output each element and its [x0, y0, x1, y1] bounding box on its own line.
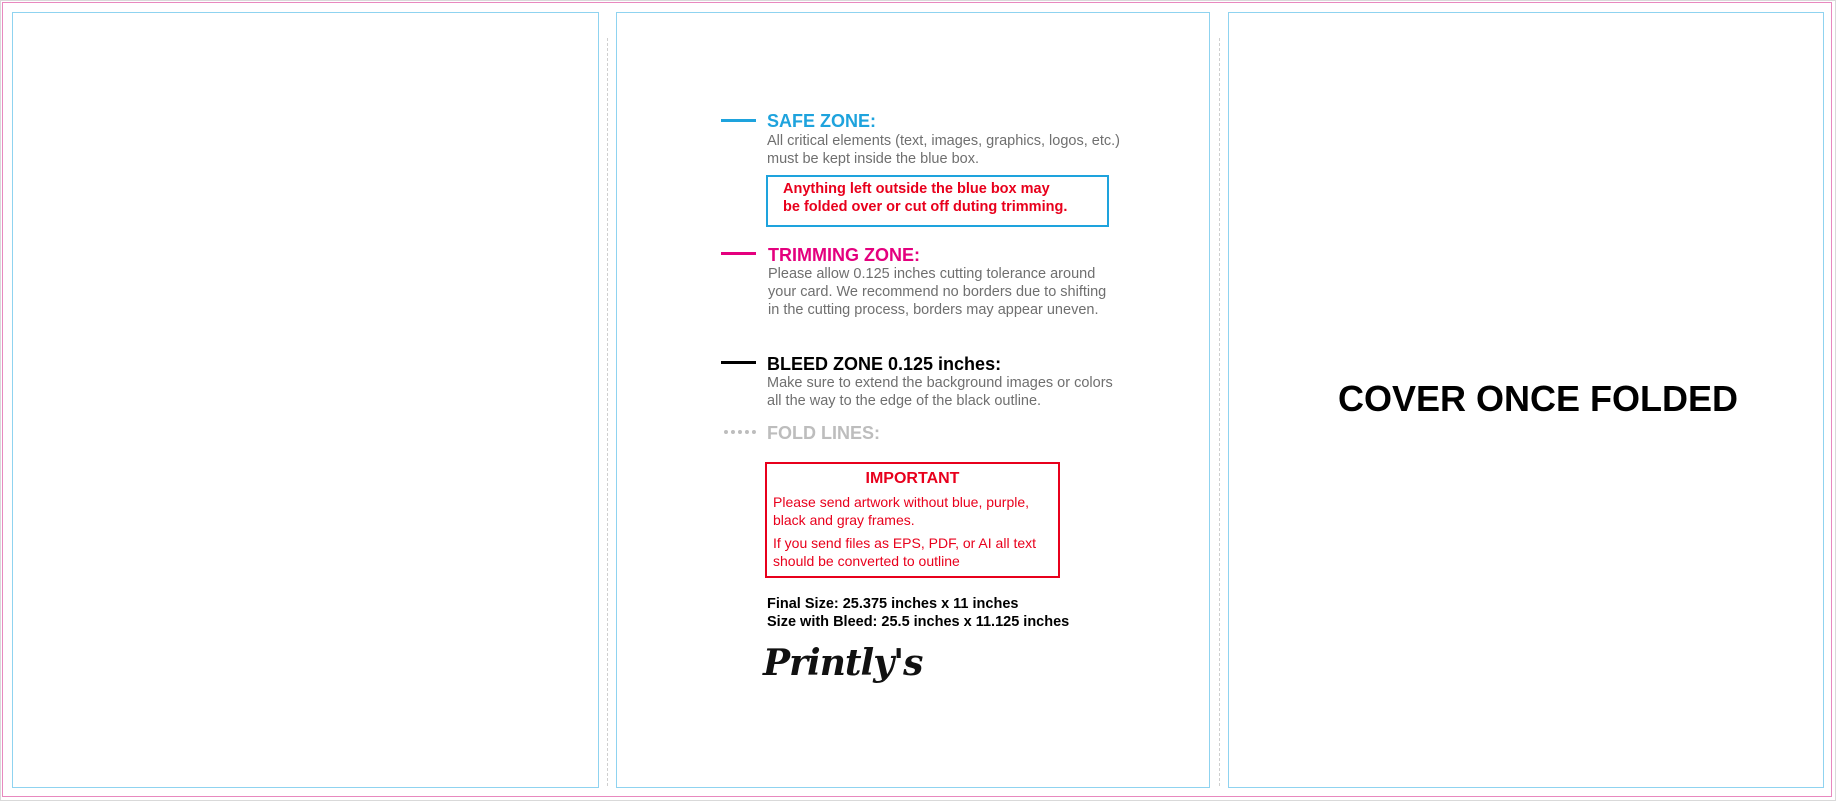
fold-lines-title: FOLD LINES:	[767, 423, 880, 443]
trimming-zone-title: TRIMMING ZONE:	[768, 245, 920, 265]
panel-left-safe-box	[12, 12, 599, 788]
trimming-zone-legend-line	[721, 252, 756, 255]
bleed-zone-line: Make sure to extend the background images or colors	[767, 375, 1113, 391]
fold-line-right	[1219, 38, 1220, 786]
safe-zone-line: must be kept inside the blue box.	[767, 151, 979, 167]
important-line: black and gray frames.	[773, 512, 915, 528]
safe-zone-legend-line	[721, 119, 756, 122]
important-box	[765, 462, 1060, 578]
trimming-zone-line: your card. We recommend no borders due to shifting	[768, 284, 1107, 300]
safe-zone-warning-box	[766, 175, 1109, 227]
important-line: If you send files as EPS, PDF, or AI all text	[773, 535, 1037, 551]
important-line: Please send artwork without blue, purple,	[773, 494, 1030, 510]
printlys-logo: Printly's	[763, 642, 923, 684]
important-title: IMPORTANT	[865, 470, 960, 487]
safe-zone-warning-line: be folded over or cut off duting trimming.	[783, 199, 1068, 215]
fold-line-left	[607, 38, 608, 786]
bleed-size: Size with Bleed: 25.5 inches x 11.125 inches	[767, 614, 1070, 630]
trimming-zone-line: in the cutting process, borders may appear uneven.	[768, 302, 1099, 318]
bleed-zone-title: BLEED ZONE 0.125 inches:	[767, 354, 1002, 374]
trimming-zone-description	[768, 265, 1106, 319]
final-size: Final Size: 25.375 inches x 11 inches	[767, 596, 1019, 612]
safe-zone-warning	[783, 180, 1067, 216]
cover-once-folded-text: COVER ONCE FOLDED	[1338, 378, 1739, 419]
bleed-zone-legend-line	[721, 361, 756, 364]
safe-zone-title: SAFE ZONE:	[767, 111, 877, 131]
trimming-zone-line: Please allow 0.125 inches cutting tolerance around	[768, 266, 1096, 282]
safe-zone-line: All critical elements (text, images, graphics, logos, etc.)	[767, 133, 1120, 149]
safe-zone-warning-line: Anything left outside the blue box may	[783, 181, 1050, 197]
safe-zone-description	[767, 132, 1120, 168]
important-line: should be converted to outline	[773, 553, 960, 569]
size-info	[767, 595, 1069, 631]
important-para-2	[773, 534, 1036, 570]
bleed-zone-description	[767, 374, 1113, 410]
bleed-zone-line: all the way to the edge of the black outline.	[767, 393, 1042, 409]
fold-lines-legend-dots	[724, 430, 756, 434]
important-para-1	[773, 493, 1029, 529]
